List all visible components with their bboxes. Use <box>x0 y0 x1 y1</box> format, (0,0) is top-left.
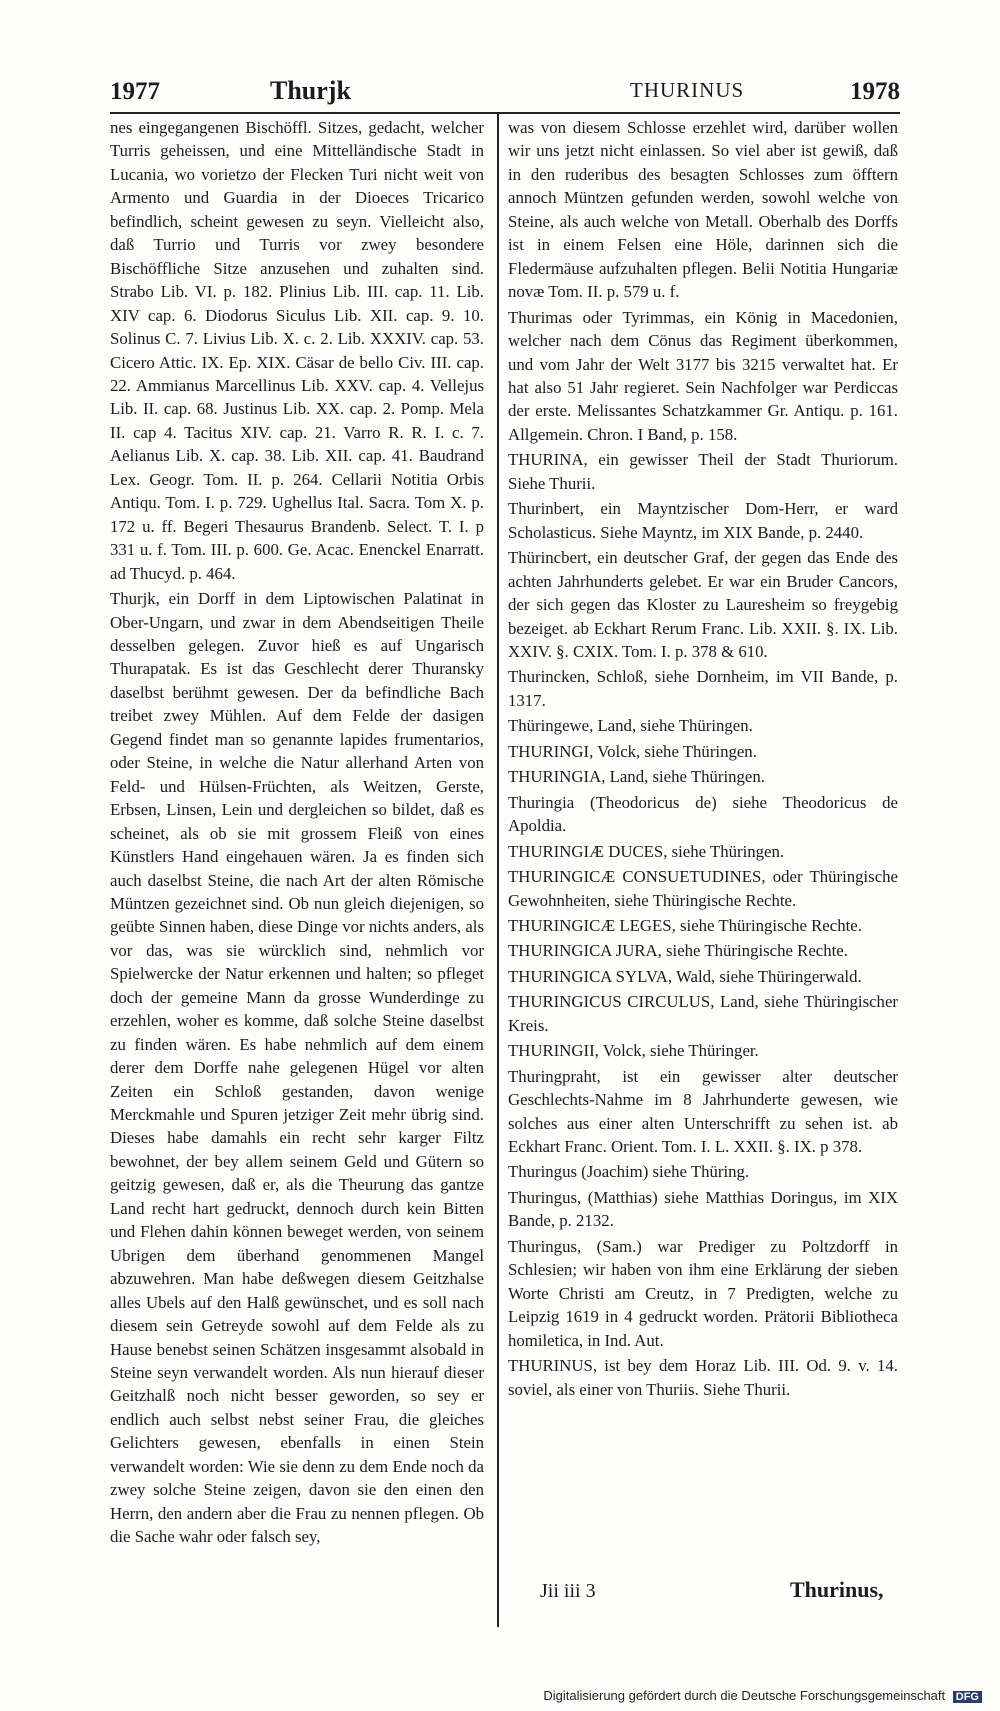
catchword: Thurinus, <box>790 1577 884 1602</box>
entry-thurimas: Thurimas oder Tyrimmas, ein König in Macedonien, welcher nach dem Cönus das Regiment überkommen, und vom Jahr der Welt 3177 bis 3215 verwaltet hat. Er hat also 51 Jahr regieret. Sein Nachfolger war Perdiccas der erste. Melissantes Schatzkammer Gr. Antiqu. p. 161. Allgemein. Chron. I Band, p. 158. <box>508 307 898 444</box>
entry-thurina: THURINA, ein gewisser Theil der Stadt Thuriorum. Siehe Thurii. <box>508 450 898 493</box>
page-header <box>110 72 900 110</box>
entry-thurinbert: Thurinbert, ein Mayntzischer Dom-Herr, er ward Scholasticus. Siehe Mayntz, im XIX Bande, p. 2440. <box>508 499 898 542</box>
entry-thurjk: Thurjk, ein Dorff in dem Liptowischen Palatinat in Ober-Ungarn, und zwar in dem Abendseitigen Theile desselben gelegen. Zuvor hieß es auf Ungarisch Thurapatak. Es ist das Geschlecht derer Thuransky daselbst berühmt gewesen. Der da befindliche Bach treibet zwey Mühlen. Auf dem Felde der dasigen Gegend findet man so genannte lapides frumentarios, oder Steine, in welche die Natur allerhand Arten von Feld- und Hülsen-Früchten, als Weitzen, Gerste, Erbsen, Linsen, Lein und dergleichen so bildet, daß es scheinet, als ob sie mit grossem Fleiß von eines Künstlers Hand eingehauen wären. Ja es finden sich auch daselbst Steine, die nach Art der alten Römische Müntzen gezeichnet sind. Ob nun gleich diejenigen, so geübte Sinnen haben, diese Dinge vor nichts anders, als vor das, was sie würcklich sind, nehmlich vor Spielwercke der Natur erkennen und halten; so pfleget doch der gemeine Mann da grosse Wunderdinge zu erzehlen, woher es komme, daß solche Steine daselbst zu finden wären. Es habe nehmlich auf dem einem derer dem Dorffe nahe gelegenen Hügel vor alten Zeiten ein Schloß gestanden, davon wenige Merckmahle und Spuren jetziger Zeit mehr übrig sind. Dieses habe damahls ein recht sehr karger Filtz bewohnet, der bey allem seinem Geld und Gütern so geitzig gewesen, daß er, als die Theurung das gantze Land recht hart gedruckt, dennoch durch kein Bitten und Flehen dahin können beweget werden, von seinem Ubrigen dem überhand genommenen Mangel abzuwehren. Man habe deßwegen diesem Geitzhalse alles Ubels auf den Halß gewünschet, und es soll nach diesem sein Getreyde sowohl auf dem Felde als zu Hause benebst seinen Schätzen insgesammt alsobald in Steine seyn verwandelt worden. Als nun hierauf dieser Geitzhalß noch nicht besser geworden, so sey er endlich auch selbst nebst seiner Frau, die gleiches Gelichters gewesen, ebenfalls in einen Stein verwandelt worden: Wie sie denn zu dem Ende noch da zwey solche Steine zeigen, davon sie den einen den Herrn, den andern aber die Frau zu nennen pflegen. Ob die Sache wahr oder falsch sey, <box>110 589 484 1547</box>
entry-thurincken: Thurincken, Schloß, siehe Dornheim, im VII Bande, p. 1317. <box>508 667 898 710</box>
left-column <box>110 116 484 1549</box>
right-column <box>508 116 898 1401</box>
entry-thuringpraht: Thuringpraht, ist ein gewisser alter deutscher Geschlechts-Nahme im 8 Jahrhunderte gewesen, wie solches aus einer alten Unterschrifft zu sehen ist. ab Eckhart Franc. Orient. Tom. I. L. XXII. §. IX. p 378. <box>508 1066 898 1157</box>
left-page-number: 1977 <box>110 78 160 105</box>
entry-thuringiae-duces: THURINGIÆ DUCES, siehe Thüringen. <box>508 841 785 861</box>
entry-thuringicae-consuetudines: THURINGICÆ CONSUETUDINES, oder Thüringische Gewohnheiten, siehe Thüringische Rechte. <box>508 867 898 910</box>
column-divider <box>497 112 499 1627</box>
entry-thuringica-jura: THURINGICA JURA, siehe Thüringische Rechte. <box>508 941 848 961</box>
right-running-head: THURINUS <box>630 78 745 102</box>
entry-thuringus-joachim: Thuringus (Joachim) siehe Thüring. <box>508 1162 750 1182</box>
signature-mark: Jii iii 3 <box>540 1580 596 1602</box>
entry-thuringi: THURINGI, Volck, siehe Thüringen. <box>508 741 757 761</box>
header-rule <box>110 112 900 114</box>
entry-thurincbert: Thürincbert, ein deutscher Graf, der gegen das Ende des achten Jahrhunderts gelebet. Er war ein Bruder Cancors, der sich gegen das Kloster zu Lauresheim so freygebig bezeiget. ab Eckhart Rerum Franc. Lib. XXII. §. IX. Lib. XXIV. §. CXIX. Tom. I. p. 378 & 610. <box>508 548 898 661</box>
entry-thuringicus-circulus: THURINGICUS CIRCULUS, Land, siehe Thüringischer Kreis. <box>508 992 898 1035</box>
entry-thuringica-sylva: THURINGICA SYLVA, Wald, siehe Thüringerwald. <box>508 966 862 986</box>
entry-turris-continuation: nes eingegangenen Bischöffl. Sitzes, gedacht, welcher Turris geheissen, und eine Mittelländische Stadt in Lucania, wo vorietzo der Flecken Turi nicht weit von Armento und Guardia in der Dioeces Tricarico befindlich, scheint gewesen zu seyn. Vielleicht also, daß Turrio und Turris vor zwey besondere Bischöffliche Sitze anzusehen und zuhalten sind. Strabo Lib. VI. p. 182. Plinius Lib. III. cap. 11. Lib. XIV cap. 6. Diodorus Siculus Lib. XII. cap. 9. 10. Solinus C. 7. Livius Lib. X. c. 2. Lib. XXXIV. cap. 53. Cicero Attic. IX. Ep. XIX. Cäsar de bello Civ. III. cap. 22. Ammianus Marcellinus Lib. XXV. cap. 4. Vellejus Lib. II. cap. 68. Justinus Lib. XX. cap. 2. Pomp. Mela II. cap 4. Tacitus XIV. cap. 21. Varro R. R. I. c. 7. Aelianus Lib. X. cap. 38. Lib. XII. cap. 41. Baudrand Lex. Geogr. Tom. II. p. 264. Cellarii Notitia Orbis Antiqu. Tom. I. p. 729. Ughellus Ital. Sacra. Tom X. p. 172 u. ff. Begeri Thesaurus Brandenb. Select. T. I. p 331 u. f. Tom. III. p. 600. Ge. Acac. Enenckel Enarratt. ad Thucyd. p. 464. <box>110 118 484 583</box>
dfg-logo: DFG <box>953 1691 982 1703</box>
digitization-credit <box>543 1688 982 1703</box>
entry-thuringus-matthias: Thuringus, (Matthias) siehe Matthias Doringus, im XIX Bande, p. 2132. <box>508 1187 898 1231</box>
entry-thuringia-theodoricus: Thuringia (Theodoricus de) siehe Theodoricus de Apoldia. <box>508 792 898 836</box>
entry-thuringii: THURINGII, Volck, siehe Thüringer. <box>508 1041 759 1061</box>
entry-thuringicae-leges: THURINGICÆ LEGES, siehe Thüringische Rechte. <box>508 915 862 935</box>
entry-thuringus-sam: Thuringus, (Sam.) war Prediger zu Poltzdorff in Schlesien; wir haben von ihm eine Erklärung der sieben Worte Christi am Creutz, in 7 Predigten, welche zu Leipzig 1619 in 4 gedruckt worden. Prätorii Bibliotheca homiletica, in Ind. Aut. <box>508 1236 898 1350</box>
entry-thuringewe: Thüringewe, Land, siehe Thüringen. <box>508 716 753 736</box>
left-running-head: Thurjk <box>270 76 351 105</box>
entry-thuringia: THURINGIA, Land, siehe Thüringen. <box>508 767 765 787</box>
entry-thurinus: THURINUS, ist bey dem Horaz Lib. III. Od. 9. v. 14. soviel, als einer von Thuriis. Siehe Thurii. <box>508 1356 898 1399</box>
right-page-number: 1978 <box>850 78 900 105</box>
entry-thurjk-continuation: was von diesem Schlosse erzehlet wird, darüber wollen wir uns jetzt nicht einlassen. So viel aber ist gewiß, daß in den ruderibus des besagten Schlosses zum öfftern annoch Müntzen gefunden werden, sowohl welche von Steine, als auch welche von Metall. Oberhalb des Dorffs ist in einem Felsen eine Höle, darinnen sich die Fledermäuse aufzuhalten pflegen. Belii Notitia Hungariæ novæ Tom. II. p. 579 u. f. <box>508 118 898 302</box>
credit-text: Digitalisierung gefördert durch die Deutsche Forschungsgemeinschaft <box>543 1688 946 1703</box>
